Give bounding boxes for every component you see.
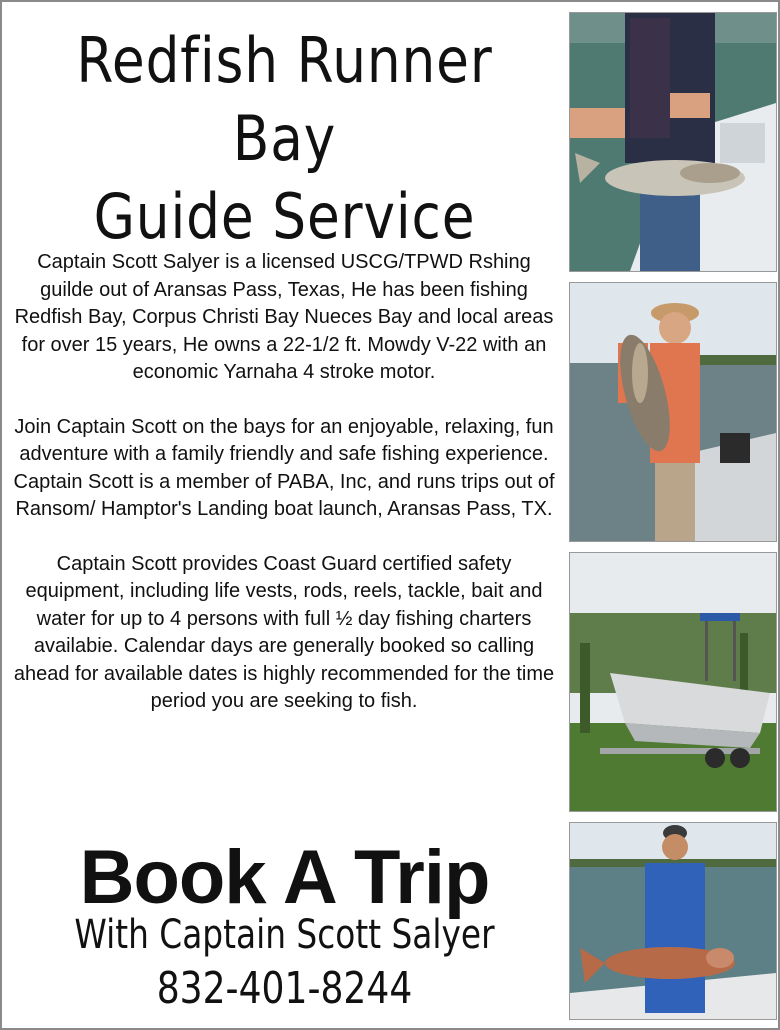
book-a-trip-headline: Book A Trip <box>79 835 490 920</box>
photo-woman-with-fish <box>569 282 777 542</box>
photo-man-with-fish <box>569 12 777 272</box>
phone-number[interactable]: 832-401-8244 <box>156 963 413 1014</box>
photo-boat-on-trailer <box>569 552 777 812</box>
flyer-title <box>12 22 557 256</box>
paragraph-equipment: Captain Scott provides Coast Guard certified safety equipment, including life vests, rods, reels, tackle, bait and water for up to 4 persons with full ½ day fishing charters availabie. Calendar days are generally booked so calling ahead for available dates is highly recommended for the time period you are seeking to fish. <box>13 552 555 712</box>
paragraph-join: Join Captain Scott on the bays for an enjoyable, relaxing, fun adventure with a family friendly and safe fishing experience. Captain Scott is a member of PABA, Inc, and runs trips out of Ransom/ Hamptor's Landing boat launch, Aransas Pass, TX. <box>13 415 555 520</box>
captain-subline: With Captain Scott Salyer <box>74 912 495 958</box>
title-line-2: Guide Service <box>93 180 476 253</box>
flyer-body <box>10 249 558 743</box>
paragraph-intro: Captain Scott Salyer is a licensed USCG/TPWD Rshing guilde out of Aransas Pass, Texas, He has been fishing Redfish Bay, Corpus Christi Bay Nueces Bay and local areas for over 15 years, He owns a 22-1/2 ft. Mowdy V-22 with an economic Yarnaha 4 stroke motor. <box>14 251 554 383</box>
title-line-1: Redfish Runner Bay <box>76 24 493 175</box>
photo-captain-with-redfish <box>569 822 777 1020</box>
